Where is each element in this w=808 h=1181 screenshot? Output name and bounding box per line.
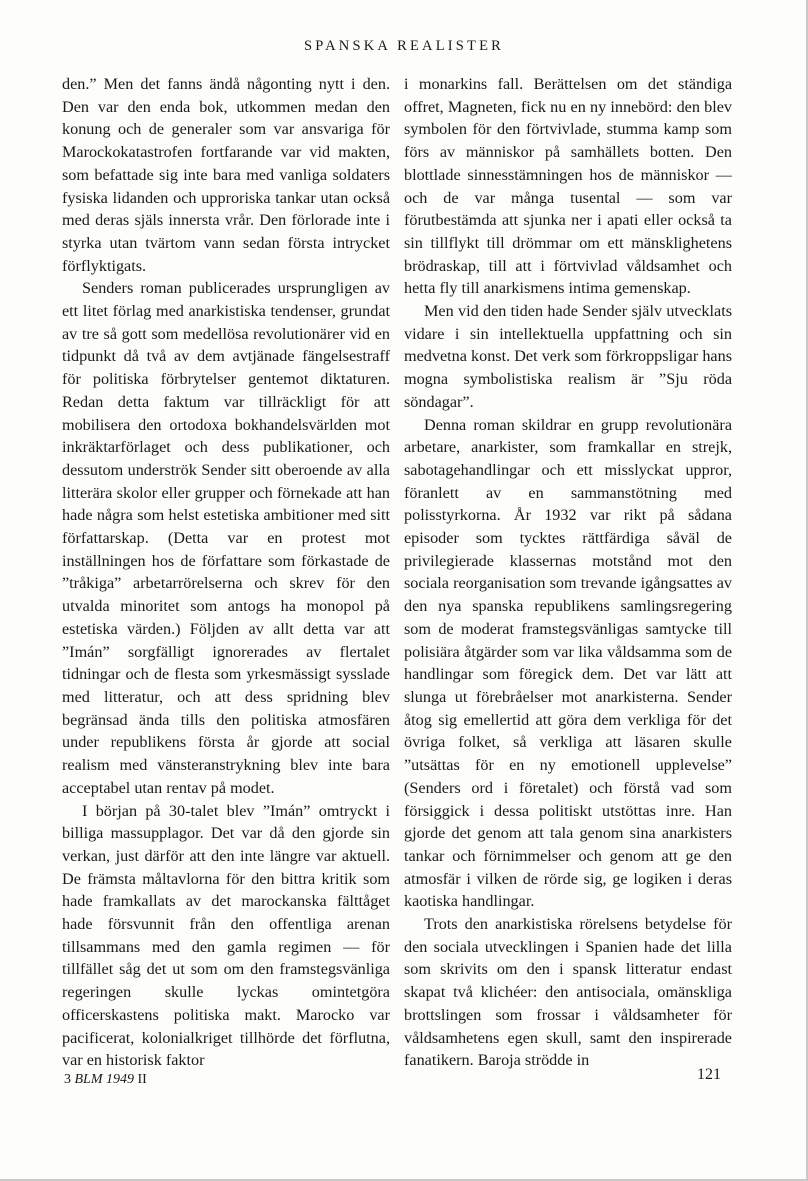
paragraph: Trots den anarkistiska rörelsens betydelse för den sociala utvecklingen i Spanien hade det lilla som skrivits om den i spansk litteratur endast skapat två klichéer: den antisociala, omänskliga brottslingen som frossar i våldsamheter för våldsamhetens egen skull, samt den inspirerade fanatikern. Baroja strödde in	[404, 915, 732, 1070]
signature-mark	[64, 1072, 147, 1088]
right-column	[404, 73, 732, 1072]
volume-number: II	[137, 1072, 147, 1087]
paragraph: Senders roman publicerades ursprungligen av ett litet förlag med anarkistiska tendenser, grundat av tre så gott som medellösa revolutionärer vid en tidpunkt då två av dem avtjänade fängelsestraff för politiska förbrytelser gentemot diktaturen. Redan detta faktum var tillräckligt för att mobilisera den ortodoxa bokhandelsvärlden mot inkräktarförlaget och dess publikationer, och dessutom underströk Sender sitt oberoende av alla litterära skolor eller grupper och förnekade att han hade några som helst estetiska ambitioner med sitt författarskap. (Detta var en protest mot inställningen hos de författare som förkastade de ”tråkiga” arbetarrörelserna och skrev för den utvalda minoritet som antogs ha monopol på estetiska värden.) Följden av allt detta var att ”Imán” sorgfälligt ignorerades av flertalet tidningar och de flesta som yrkesmässigt sysslade med litteratur, och att dess spridning blev begränsad ända tills den politiska atmosfären under republikens första år gjorde att social realism med vänsteranstrykning blev inte bara acceptabel utan rentav på modet.	[62, 279, 390, 797]
running-head: SPANSKA REALISTER	[303, 38, 505, 54]
paragraph: den.” Men det fanns ändå någonting nytt i den. Den var den enda bok, utkommen medan den konung och de generaler som var ansvariga för Marockokatastrofen fortfarande var vid makten, som befattade sig inte bara med vanliga soldaters fysiska lidanden och upproriska tankar utan också med deras själs innersta vrår. Den förlorade inte i styrka utan tvärtom vann sedan första intrycket förflyktigats.	[62, 75, 390, 275]
journal-name: BLM 1949	[74, 1072, 134, 1087]
paragraph: Denna roman skildrar en grupp revolutionära arbetare, anarkister, som framkallar en strejk, sabotagehandlingar och ett misslyckat uppror, föranlett av en sammanstötning med polisstyrkorna. År 1932 var rikt på sådana episoder som tycktes rättfärdiga såväl de privilegierade klassernas motstånd mot den sociala reorganisation som trevande igångsattes av den nya spanska republikens samlingsregering som de moderat framstegsvänligas samtycke till polisiära åtgärder som var lika våldsamma som de handlingar som föregick dem. Det var lätt att slunga ut förebråelser mot anarkisterna. Sender åtog sig emellertid att göra dem verkliga för det övriga folket, så verkliga att läsaren skulle ”utsättas för en ny emotionell upplevelse” (Senders ord i företalet) och förstå vad som försiggick i dessa politiskt utstöttas inre. Han gjorde det genom att tala genom sina anarkisters tankar och förnimmelser och genom att ge den atmosfär i vilken de rörde sig, ge logiken i deras kaotiska handlingar.	[404, 415, 732, 911]
paragraph: i monarkins fall. Berättelsen om det ständiga offret, Magneten, fick nu en ny innebörd: den blev symbolen för den förtvivlade, stumma kamp som förs av människor på samhällets botten. Den blottlade sinnesstämningen hos de människor — och de var många tusental — som var förutbestämda att sjunka ner i apati eller också ta sin tillflykt till drömmar om ett mänsklighetens brödraskap, till att i förtvivlad våldsamhet och hetta fly till anarkismens intima gemenskap.	[404, 75, 732, 298]
page-number: 121	[697, 1066, 721, 1083]
paragraph: I början på 30-talet blev ”Imán” omtryckt i billiga massupplagor. Det var då den gjorde sin verkan, just därför att den inte längre var aktuell. De främsta måltavlorna för den bittra kritik som hade framkallats av det marockanska fälttåget hade försvunnit från den offentliga arenan tillsammans med den gamla regimen — för tillfället såg det ut som om den framstegsvänliga regeringen skulle lyckas omintetgöra officerskastens politiska makt. Marocko var pacificerat, kolonialkriget tillhörde det förflutna, var en historisk faktor	[62, 801, 390, 1070]
left-column	[62, 73, 390, 1072]
paragraph: Men vid den tiden hade Sender själv utvecklats vidare i sin intellektuella uppfattning och sin medvetna konst. Det verk som förkroppsligar hans mogna symbolistiska realism är ”Sju röda söndagar”.	[404, 302, 732, 411]
signature-number: 3	[64, 1072, 71, 1087]
